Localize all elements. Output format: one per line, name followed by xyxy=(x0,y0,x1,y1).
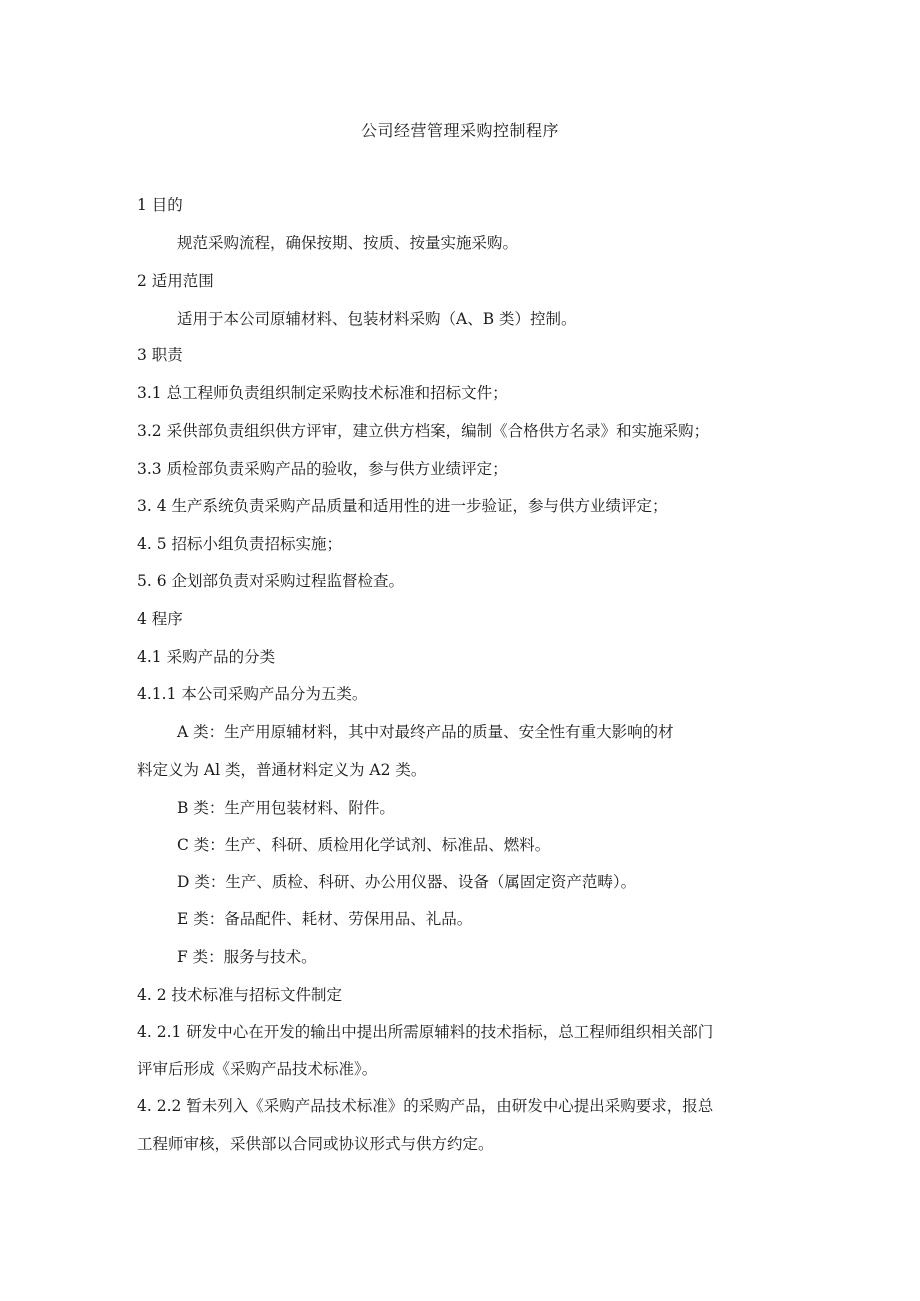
document-title: 公司经营管理采购控制程序 xyxy=(360,121,559,140)
paragraph: 规范采购流程，确保按期、按质、按量实施采购。 xyxy=(177,234,519,252)
list-item: B 类：生产用包装材料、附件。 xyxy=(177,799,395,817)
list-item: 5. 6 企划部负责对采购过程监督检查。 xyxy=(137,572,405,590)
paragraph: A 类：生产用原辅材料，其中对最终产品的质量、安全性有重大影响的材 xyxy=(177,723,674,741)
paragraph: 评审后形成《采购产品技术标准》。 xyxy=(137,1060,378,1078)
section-heading-responsibilities: 3 职责 xyxy=(137,346,183,364)
subsection-heading: 4. 2 技术标准与招标文件制定 xyxy=(137,986,343,1004)
list-item: 3.3 质检部负责采购产品的验收，参与供方业绩评定； xyxy=(137,460,508,478)
list-item: 3.2 采供部负责组织供方评审，建立供方档案，编制《合格供方名录》和实施采购； xyxy=(137,422,710,440)
subsection-heading: 4.1 采购产品的分类 xyxy=(137,648,276,666)
list-item: E 类：备品配件、耗材、劳保用品、礼品。 xyxy=(177,910,473,928)
section-heading-procedure: 4 程序 xyxy=(137,610,183,628)
paragraph: 料定义为 Al 类，普通材料定义为 A2 类。 xyxy=(137,761,427,779)
list-item: 3.1 总工程师负责组织制定采购技术标准和招标文件； xyxy=(137,384,508,402)
paragraph: 工程师审核，采供部以合同或协议形式与供方约定。 xyxy=(137,1135,494,1153)
paragraph: 适用于本公司原辅材料、包装材料采购（A、B 类）控制。 xyxy=(177,310,577,328)
paragraph: 4. 2.1 研发中心在开发的输出中提出所需原辅料的技术指标，总工程师组织相关部门 xyxy=(137,1023,714,1041)
section-heading-purpose: 1 目的 xyxy=(137,196,183,214)
list-item: F 类：服务与技术。 xyxy=(177,948,317,966)
section-heading-scope: 2 适用范围 xyxy=(137,272,214,290)
list-item: 4. 5 招标小组负责招标实施； xyxy=(137,535,343,553)
list-item: D 类：生产、质检、科研、办公用仪器、设备（属固定资产范畴）。 xyxy=(177,873,637,891)
list-item: 3. 4 生产系统负责采购产品质量和适用性的进一步验证，参与供方业绩评定； xyxy=(137,497,668,515)
list-item: C 类：生产、科研、质检用化学试剂、标准品、燃料。 xyxy=(177,836,551,854)
paragraph: 4. 2.2 暂未列入《采购产品技术标准》的采购产品，由研发中心提出采购要求，报总 xyxy=(137,1097,714,1115)
paragraph: 4.1.1 本公司采购产品分为五类。 xyxy=(137,685,368,703)
